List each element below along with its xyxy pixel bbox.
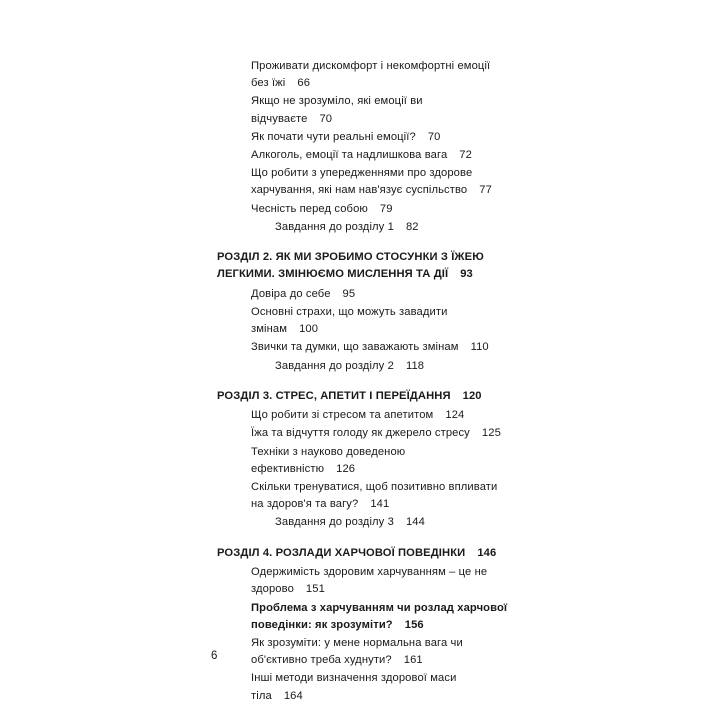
toc-entry[interactable]: [217, 358, 547, 375]
toc-entry[interactable]: [217, 304, 547, 338]
toc-entry[interactable]: [217, 670, 547, 704]
toc-chapter-entry[interactable]: [217, 545, 547, 562]
toc-entry-title-cont: ЛЕГКИМИ. ЗМІНЮЄМО МИСЛЕННЯ ТА ДІЇ: [217, 268, 449, 281]
toc-entry-title-cont: здорово: [251, 583, 294, 596]
toc-entry-title: Їжа та відчуття голоду як джерело стресу: [251, 427, 470, 440]
toc-entry-page: 79: [379, 202, 393, 215]
toc-entry[interactable]: [217, 165, 547, 199]
toc-entry-title: Скільки тренуватися, щоб позитивно впливати: [251, 481, 498, 494]
toc-entry-page: 100: [299, 323, 319, 336]
toc-chapter-group: [217, 545, 547, 562]
toc-chapter-group: [217, 249, 547, 284]
toc-entry-title: Одержимість здоровим харчуванням – це не: [251, 566, 488, 579]
toc-entry-title: Довіра до себе: [251, 287, 331, 300]
toc-entry[interactable]: [217, 479, 547, 513]
toc-entry-title: Алкоголь, емоції та надлишкова вага: [251, 149, 448, 162]
toc-entry-page: 95: [342, 287, 356, 300]
toc-entry[interactable]: [217, 407, 547, 424]
page-number: 6: [211, 650, 218, 662]
toc-entry-title: РОЗДІЛ 4. РОЗЛАДИ ХАРЧОВОЇ ПОВЕДІНКИ: [217, 546, 466, 559]
toc-entry-page: 77: [479, 184, 492, 197]
toc-entry-page: 110: [470, 341, 489, 354]
table-of-contents: [217, 58, 547, 706]
toc-entry-title: Як почати чути реальні емоції?: [251, 130, 416, 143]
toc-entry-title-cont: на здоров'я та вагу?: [251, 498, 359, 511]
toc-entry-page: 146: [477, 546, 497, 559]
toc-entry-page: 124: [445, 409, 465, 422]
toc-entry-page: 156: [404, 618, 424, 631]
toc-entry-page: 118: [405, 359, 425, 372]
toc-entry-title: Завдання до розділу 2: [275, 359, 394, 372]
toc-entry-title: Проблема з харчуванням чи розлад харчової: [251, 601, 508, 614]
toc-entry-title-cont: ефективністю: [251, 462, 325, 475]
toc-entry-title-cont: тіла: [251, 689, 272, 702]
toc-entry-title: РОЗДІЛ 2. ЯК МИ ЗРОБИМО СТОСУНКИ З ЇЖЕЮ: [217, 251, 484, 264]
toc-chapter-entry[interactable]: [217, 388, 547, 405]
toc-entry-title: Основні страхи, що можуть завадити: [251, 306, 448, 319]
toc-entry[interactable]: [217, 219, 547, 236]
toc-entry-title-cont: відчуваєте: [251, 112, 308, 125]
toc-entry-page: 70: [319, 112, 333, 125]
toc-entry[interactable]: [217, 425, 547, 442]
toc-entry-page: 161: [403, 654, 423, 667]
toc-entry-page: 120: [462, 389, 482, 402]
toc-entry-title: Завдання до розділу 3: [275, 516, 394, 529]
toc-entry[interactable]: [217, 514, 547, 531]
toc-entry-title-cont: харчування, які нам нав'язує суспільство: [251, 184, 468, 197]
toc-entry-page: 126: [336, 462, 356, 475]
toc-entry-title: Звички та думки, що заважають змінам: [251, 341, 459, 354]
toc-entry[interactable]: [217, 58, 547, 92]
toc-entry[interactable]: [217, 635, 547, 669]
toc-chapter-group: [217, 388, 547, 405]
toc-entry[interactable]: [217, 600, 547, 634]
toc-entry[interactable]: [217, 564, 547, 598]
toc-entry-title: Якщо не зрозуміло, які емоції ви: [251, 95, 423, 108]
toc-entry[interactable]: [217, 93, 547, 127]
toc-entry-page: 125: [481, 427, 501, 440]
toc-entry-page: 82: [405, 220, 419, 233]
toc-entry-title: РОЗДІЛ 3. СТРЕС, АПЕТИТ І ПЕРЕЇДАННЯ: [217, 389, 451, 402]
toc-entry-title-cont: без їжі: [251, 77, 286, 90]
toc-entry-title: Проживати дискомфорт і некомфортні емоції: [251, 60, 491, 72]
toc-entry-page: 66: [297, 77, 311, 90]
toc-entry[interactable]: [217, 339, 547, 356]
toc-entry[interactable]: [217, 201, 547, 218]
toc-entry-page: 141: [370, 498, 390, 511]
toc-entry-page: 164: [283, 689, 303, 702]
toc-entry-page: 93: [460, 268, 473, 281]
toc-entry[interactable]: [217, 147, 547, 164]
toc-entry-title: Чесність перед собою: [251, 202, 368, 215]
toc-entry-title: Як зрозуміти: у мене нормальна вага чи: [251, 636, 463, 649]
toc-entry-title: Інші методи визначення здорової маси: [251, 672, 457, 685]
toc-entry-page: 144: [405, 516, 425, 529]
toc-entry-title: Що робити зі стресом та апетитом: [251, 409, 434, 422]
toc-entry[interactable]: [217, 286, 547, 303]
toc-chapter-entry[interactable]: [217, 249, 547, 284]
toc-entry-page: 70: [427, 130, 441, 143]
toc-entry[interactable]: [217, 444, 547, 478]
toc-entry[interactable]: [217, 129, 547, 146]
toc-entry-title: Техніки з науково доведеною: [251, 445, 406, 458]
toc-entry-title-cont: змінам: [251, 323, 288, 336]
toc-entry-title-cont: поведінки: як зрозуміти?: [251, 618, 393, 631]
toc-entry-page: 72: [459, 149, 472, 162]
toc-entry-title: Завдання до розділу 1: [275, 220, 394, 233]
toc-entry-page: 151: [305, 583, 325, 596]
toc-entry-title: Що робити з упередженнями про здорове: [251, 167, 473, 180]
toc-entry-title-cont: об'єктивно треба худнути?: [251, 654, 392, 667]
